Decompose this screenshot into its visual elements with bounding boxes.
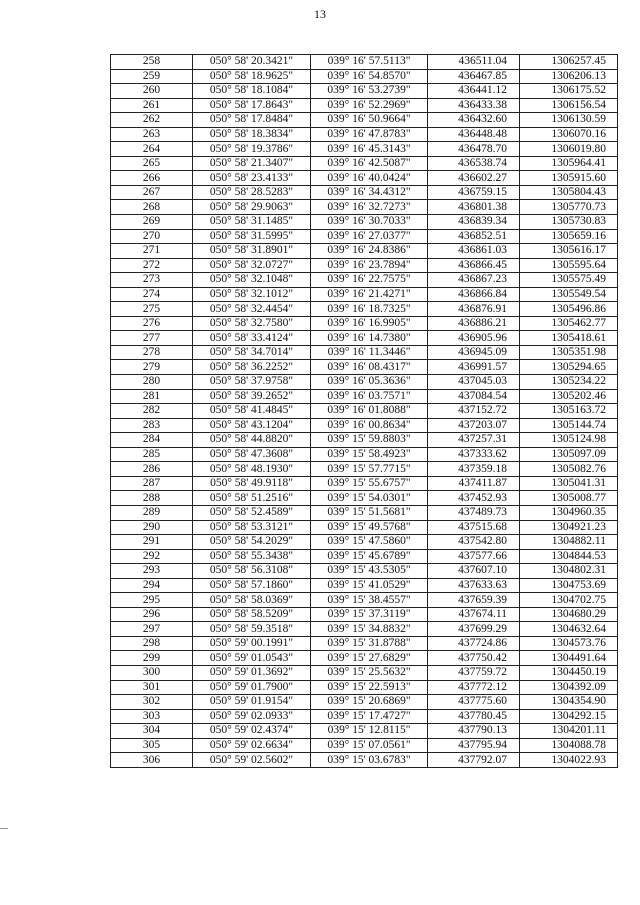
x-coordinate-cell: 436866.84 <box>428 287 520 302</box>
y-coordinate-cell: 1304882.11 <box>520 535 618 550</box>
y-coordinate-cell: 1304844.53 <box>520 549 618 564</box>
point-number-cell: 305 <box>111 738 193 753</box>
latitude-cell: 039° 16' 30.7033" <box>311 215 428 230</box>
latitude-cell: 039° 15' 49.5768" <box>311 520 428 535</box>
latitude-cell: 039° 16' 40.0424" <box>311 171 428 186</box>
table-row <box>111 564 618 579</box>
point-number-cell: 259 <box>111 69 193 84</box>
longitude-cell: 050° 58' 31.8901" <box>193 244 311 259</box>
y-coordinate-cell: 1304292.15 <box>520 709 618 724</box>
longitude-cell: 050° 58' 37.9758" <box>193 375 311 390</box>
table-row <box>111 69 618 84</box>
longitude-cell: 050° 58' 18.1084" <box>193 84 311 99</box>
longitude-cell: 050° 58' 33.4124" <box>193 331 311 346</box>
latitude-cell: 039° 15' 17.4727" <box>311 709 428 724</box>
point-number-cell: 292 <box>111 549 193 564</box>
latitude-cell: 039° 16' 52.2969" <box>311 98 428 113</box>
table-row <box>111 287 618 302</box>
x-coordinate-cell: 437333.62 <box>428 447 520 462</box>
point-number-cell: 288 <box>111 491 193 506</box>
point-number-cell: 271 <box>111 244 193 259</box>
longitude-cell: 050° 58' 31.1485" <box>193 215 311 230</box>
x-coordinate-cell: 436945.09 <box>428 345 520 360</box>
latitude-cell: 039° 16' 16.9905" <box>311 316 428 331</box>
latitude-cell: 039° 15' 54.0301" <box>311 491 428 506</box>
point-number-cell: 283 <box>111 418 193 433</box>
x-coordinate-cell: 436478.70 <box>428 142 520 157</box>
point-number-cell: 282 <box>111 404 193 419</box>
latitude-cell: 039° 15' 43.5305" <box>311 564 428 579</box>
latitude-cell: 039° 16' 45.3143" <box>311 142 428 157</box>
longitude-cell: 050° 58' 28.5283" <box>193 185 311 200</box>
latitude-cell: 039° 16' 57.5113" <box>311 55 428 70</box>
latitude-cell: 039° 16' 22.7575" <box>311 273 428 288</box>
table-row <box>111 171 618 186</box>
y-coordinate-cell: 1305730.83 <box>520 215 618 230</box>
latitude-cell: 039° 16' 24.8386" <box>311 244 428 259</box>
y-coordinate-cell: 1304022.93 <box>520 753 618 768</box>
y-coordinate-cell: 1306130.59 <box>520 113 618 128</box>
longitude-cell: 050° 58' 19.3786" <box>193 142 311 157</box>
latitude-cell: 039° 16' 00.8634" <box>311 418 428 433</box>
longitude-cell: 050° 58' 31.5995" <box>193 229 311 244</box>
longitude-cell: 050° 59' 02.5602" <box>193 753 311 768</box>
y-coordinate-cell: 1305915.60 <box>520 171 618 186</box>
point-number-cell: 294 <box>111 578 193 593</box>
x-coordinate-cell: 437772.12 <box>428 680 520 695</box>
latitude-cell: 039° 16' 03.7571" <box>311 389 428 404</box>
longitude-cell: 050° 58' 52.4589" <box>193 505 311 520</box>
latitude-cell: 039° 15' 22.5913" <box>311 680 428 695</box>
x-coordinate-cell: 436801.38 <box>428 200 520 215</box>
y-coordinate-cell: 1304632.64 <box>520 622 618 637</box>
y-coordinate-cell: 1305124.98 <box>520 433 618 448</box>
y-coordinate-cell: 1305163.72 <box>520 404 618 419</box>
latitude-cell: 039° 15' 03.6783" <box>311 753 428 768</box>
point-number-cell: 300 <box>111 665 193 680</box>
latitude-cell: 039° 16' 47.8783" <box>311 127 428 142</box>
x-coordinate-cell: 437515.68 <box>428 520 520 535</box>
y-coordinate-cell: 1306070.16 <box>520 127 618 142</box>
x-coordinate-cell: 436511.04 <box>428 55 520 70</box>
x-coordinate-cell: 436441.12 <box>428 84 520 99</box>
table-row <box>111 476 618 491</box>
y-coordinate-cell: 1306156.54 <box>520 98 618 113</box>
point-number-cell: 297 <box>111 622 193 637</box>
x-coordinate-cell: 437750.42 <box>428 651 520 666</box>
x-coordinate-cell: 437257.31 <box>428 433 520 448</box>
y-coordinate-cell: 1304450.19 <box>520 665 618 680</box>
table-row <box>111 302 618 317</box>
longitude-cell: 050° 58' 32.1012" <box>193 287 311 302</box>
point-number-cell: 302 <box>111 695 193 710</box>
longitude-cell: 050° 58' 58.0369" <box>193 593 311 608</box>
table-row <box>111 549 618 564</box>
table-row <box>111 622 618 637</box>
latitude-cell: 039° 15' 55.6757" <box>311 476 428 491</box>
latitude-cell: 039° 16' 05.3636" <box>311 375 428 390</box>
latitude-cell: 039° 15' 25.5632" <box>311 665 428 680</box>
table-row <box>111 505 618 520</box>
table-row <box>111 593 618 608</box>
x-coordinate-cell: 437724.86 <box>428 636 520 651</box>
x-coordinate-cell: 437759.72 <box>428 665 520 680</box>
y-coordinate-cell: 1306206.13 <box>520 69 618 84</box>
latitude-cell: 039° 16' 27.0377" <box>311 229 428 244</box>
longitude-cell: 050° 58' 43.1204" <box>193 418 311 433</box>
x-coordinate-cell: 437674.11 <box>428 607 520 622</box>
y-coordinate-cell: 1304702.75 <box>520 593 618 608</box>
longitude-cell: 050° 58' 23.4133" <box>193 171 311 186</box>
longitude-cell: 050° 58' 55.3438" <box>193 549 311 564</box>
table-row <box>111 404 618 419</box>
y-coordinate-cell: 1305097.09 <box>520 447 618 462</box>
x-coordinate-cell: 437542.80 <box>428 535 520 550</box>
x-coordinate-cell: 437780.45 <box>428 709 520 724</box>
y-coordinate-cell: 1304491.64 <box>520 651 618 666</box>
latitude-cell: 039° 15' 38.4557" <box>311 593 428 608</box>
table-row <box>111 607 618 622</box>
table-row <box>111 229 618 244</box>
table-row <box>111 142 618 157</box>
longitude-cell: 050° 58' 41.4845" <box>193 404 311 419</box>
y-coordinate-cell: 1304201.11 <box>520 724 618 739</box>
x-coordinate-cell: 436866.45 <box>428 258 520 273</box>
longitude-cell: 050° 58' 20.3421" <box>193 55 311 70</box>
y-coordinate-cell: 1305770.73 <box>520 200 618 215</box>
table-row <box>111 636 618 651</box>
latitude-cell: 039° 16' 18.7325" <box>311 302 428 317</box>
y-coordinate-cell: 1305964.41 <box>520 156 618 171</box>
x-coordinate-cell: 437045.03 <box>428 375 520 390</box>
point-number-cell: 273 <box>111 273 193 288</box>
page-number: 13 <box>314 7 326 21</box>
point-number-cell: 298 <box>111 636 193 651</box>
longitude-cell: 050° 58' 34.7014" <box>193 345 311 360</box>
point-number-cell: 270 <box>111 229 193 244</box>
table-row <box>111 185 618 200</box>
point-number-cell: 293 <box>111 564 193 579</box>
margin-mark <box>0 828 8 829</box>
point-number-cell: 277 <box>111 331 193 346</box>
table-row <box>111 695 618 710</box>
x-coordinate-cell: 436991.57 <box>428 360 520 375</box>
table-row <box>111 709 618 724</box>
longitude-cell: 050° 58' 49.9118" <box>193 476 311 491</box>
x-coordinate-cell: 437699.29 <box>428 622 520 637</box>
x-coordinate-cell: 437659.39 <box>428 593 520 608</box>
table-row <box>111 84 618 99</box>
x-coordinate-cell: 436886.21 <box>428 316 520 331</box>
table-row <box>111 215 618 230</box>
point-number-cell: 304 <box>111 724 193 739</box>
point-number-cell: 296 <box>111 607 193 622</box>
y-coordinate-cell: 1304921.23 <box>520 520 618 535</box>
table-row <box>111 389 618 404</box>
table-row <box>111 316 618 331</box>
table-row <box>111 578 618 593</box>
latitude-cell: 039° 15' 57.7715" <box>311 462 428 477</box>
latitude-cell: 039° 15' 12.8115" <box>311 724 428 739</box>
y-coordinate-cell: 1304960.35 <box>520 505 618 520</box>
latitude-cell: 039° 15' 51.5681" <box>311 505 428 520</box>
y-coordinate-cell: 1304680.29 <box>520 607 618 622</box>
longitude-cell: 050° 58' 32.4454" <box>193 302 311 317</box>
x-coordinate-cell: 436905.96 <box>428 331 520 346</box>
latitude-cell: 039° 15' 45.6789" <box>311 549 428 564</box>
point-number-cell: 291 <box>111 535 193 550</box>
x-coordinate-cell: 437775.60 <box>428 695 520 710</box>
y-coordinate-cell: 1305082.76 <box>520 462 618 477</box>
table-row <box>111 447 618 462</box>
point-number-cell: 284 <box>111 433 193 448</box>
longitude-cell: 050° 59' 02.4374" <box>193 724 311 739</box>
y-coordinate-cell: 1305575.49 <box>520 273 618 288</box>
y-coordinate-cell: 1306175.52 <box>520 84 618 99</box>
latitude-cell: 039° 16' 14.7380" <box>311 331 428 346</box>
latitude-cell: 039° 16' 11.3446" <box>311 345 428 360</box>
table-row <box>111 665 618 680</box>
y-coordinate-cell: 1305351.98 <box>520 345 618 360</box>
latitude-cell: 039° 15' 59.8803" <box>311 433 428 448</box>
longitude-cell: 050° 58' 56.3108" <box>193 564 311 579</box>
x-coordinate-cell: 437411.87 <box>428 476 520 491</box>
y-coordinate-cell: 1304392.09 <box>520 680 618 695</box>
x-coordinate-cell: 437452.93 <box>428 491 520 506</box>
y-coordinate-cell: 1304354.90 <box>520 695 618 710</box>
x-coordinate-cell: 436433.38 <box>428 98 520 113</box>
latitude-cell: 039° 15' 20.6869" <box>311 695 428 710</box>
point-number-cell: 306 <box>111 753 193 768</box>
y-coordinate-cell: 1305008.77 <box>520 491 618 506</box>
y-coordinate-cell: 1306257.45 <box>520 55 618 70</box>
table-row <box>111 753 618 768</box>
point-number-cell: 278 <box>111 345 193 360</box>
longitude-cell: 050° 58' 21.3407" <box>193 156 311 171</box>
latitude-cell: 039° 15' 34.8832" <box>311 622 428 637</box>
point-number-cell: 268 <box>111 200 193 215</box>
y-coordinate-cell: 1306019.80 <box>520 142 618 157</box>
longitude-cell: 050° 58' 29.9063" <box>193 200 311 215</box>
point-number-cell: 303 <box>111 709 193 724</box>
x-coordinate-cell: 436759.15 <box>428 185 520 200</box>
x-coordinate-cell: 436839.34 <box>428 215 520 230</box>
longitude-cell: 050° 59' 01.3692" <box>193 665 311 680</box>
point-number-cell: 263 <box>111 127 193 142</box>
table-row <box>111 55 618 70</box>
latitude-cell: 039° 16' 42.5087" <box>311 156 428 171</box>
x-coordinate-cell: 437203.07 <box>428 418 520 433</box>
point-number-cell: 260 <box>111 84 193 99</box>
longitude-cell: 050° 58' 58.5209" <box>193 607 311 622</box>
latitude-cell: 039° 16' 50.9664" <box>311 113 428 128</box>
latitude-cell: 039° 15' 07.0561" <box>311 738 428 753</box>
table-row <box>111 345 618 360</box>
longitude-cell: 050° 58' 44.8820" <box>193 433 311 448</box>
table-row <box>111 724 618 739</box>
x-coordinate-cell: 437790.13 <box>428 724 520 739</box>
y-coordinate-cell: 1305804.43 <box>520 185 618 200</box>
point-number-cell: 290 <box>111 520 193 535</box>
longitude-cell: 050° 58' 18.9625" <box>193 69 311 84</box>
x-coordinate-cell: 437633.63 <box>428 578 520 593</box>
x-coordinate-cell: 436467.85 <box>428 69 520 84</box>
y-coordinate-cell: 1304753.69 <box>520 578 618 593</box>
y-coordinate-cell: 1305202.46 <box>520 389 618 404</box>
point-number-cell: 281 <box>111 389 193 404</box>
latitude-cell: 039° 15' 37.3119" <box>311 607 428 622</box>
point-number-cell: 286 <box>111 462 193 477</box>
point-number-cell: 269 <box>111 215 193 230</box>
point-number-cell: 275 <box>111 302 193 317</box>
longitude-cell: 050° 58' 18.3834" <box>193 127 311 142</box>
point-number-cell: 289 <box>111 505 193 520</box>
x-coordinate-cell: 436867.23 <box>428 273 520 288</box>
point-number-cell: 272 <box>111 258 193 273</box>
x-coordinate-cell: 436432.60 <box>428 113 520 128</box>
latitude-cell: 039° 15' 47.5860" <box>311 535 428 550</box>
longitude-cell: 050° 58' 32.7580" <box>193 316 311 331</box>
longitude-cell: 050° 58' 17.8484" <box>193 113 311 128</box>
latitude-cell: 039° 15' 31.8788" <box>311 636 428 651</box>
latitude-cell: 039° 15' 41.0529" <box>311 578 428 593</box>
latitude-cell: 039° 15' 27.6829" <box>311 651 428 666</box>
table-row <box>111 535 618 550</box>
table-row <box>111 331 618 346</box>
table-row <box>111 491 618 506</box>
y-coordinate-cell: 1304802.31 <box>520 564 618 579</box>
longitude-cell: 050° 58' 59.3518" <box>193 622 311 637</box>
y-coordinate-cell: 1305462.77 <box>520 316 618 331</box>
table-row <box>111 462 618 477</box>
y-coordinate-cell: 1305549.54 <box>520 287 618 302</box>
y-coordinate-cell: 1305041.31 <box>520 476 618 491</box>
table-row <box>111 433 618 448</box>
latitude-cell: 039° 16' 34.4312" <box>311 185 428 200</box>
point-number-cell: 287 <box>111 476 193 491</box>
point-number-cell: 280 <box>111 375 193 390</box>
table-row <box>111 200 618 215</box>
point-number-cell: 295 <box>111 593 193 608</box>
point-number-cell: 274 <box>111 287 193 302</box>
latitude-cell: 039° 16' 08.4317" <box>311 360 428 375</box>
point-number-cell: 262 <box>111 113 193 128</box>
x-coordinate-cell: 437795.94 <box>428 738 520 753</box>
longitude-cell: 050° 58' 47.3608" <box>193 447 311 462</box>
longitude-cell: 050° 58' 57.1860" <box>193 578 311 593</box>
point-number-cell: 301 <box>111 680 193 695</box>
point-number-cell: 265 <box>111 156 193 171</box>
latitude-cell: 039° 16' 54.8570" <box>311 69 428 84</box>
table-row <box>111 738 618 753</box>
point-number-cell: 264 <box>111 142 193 157</box>
table-row <box>111 360 618 375</box>
y-coordinate-cell: 1305595.64 <box>520 258 618 273</box>
longitude-cell: 050° 58' 17.8643" <box>193 98 311 113</box>
x-coordinate-cell: 436538.74 <box>428 156 520 171</box>
x-coordinate-cell: 437489.73 <box>428 505 520 520</box>
table-row <box>111 156 618 171</box>
longitude-cell: 050° 58' 36.2252" <box>193 360 311 375</box>
x-coordinate-cell: 437792.07 <box>428 753 520 768</box>
y-coordinate-cell: 1305616.17 <box>520 244 618 259</box>
point-number-cell: 258 <box>111 55 193 70</box>
x-coordinate-cell: 436852.51 <box>428 229 520 244</box>
point-number-cell: 261 <box>111 98 193 113</box>
latitude-cell: 039° 16' 53.2739" <box>311 84 428 99</box>
table-row <box>111 273 618 288</box>
coordinates-table-body <box>111 55 618 768</box>
table-row <box>111 98 618 113</box>
x-coordinate-cell: 437359.18 <box>428 462 520 477</box>
y-coordinate-cell: 1305659.16 <box>520 229 618 244</box>
table-row <box>111 418 618 433</box>
y-coordinate-cell: 1305496.86 <box>520 302 618 317</box>
x-coordinate-cell: 437152.72 <box>428 404 520 419</box>
latitude-cell: 039° 16' 23.7894" <box>311 258 428 273</box>
table-row <box>111 127 618 142</box>
longitude-cell: 050° 59' 02.0933" <box>193 709 311 724</box>
longitude-cell: 050° 59' 01.9154" <box>193 695 311 710</box>
longitude-cell: 050° 59' 02.6634" <box>193 738 311 753</box>
longitude-cell: 050° 58' 48.1930" <box>193 462 311 477</box>
longitude-cell: 050° 59' 00.1991" <box>193 636 311 651</box>
table-row <box>111 113 618 128</box>
longitude-cell: 050° 58' 32.1048" <box>193 273 311 288</box>
table-row <box>111 244 618 259</box>
latitude-cell: 039° 16' 32.7273" <box>311 200 428 215</box>
longitude-cell: 050° 58' 39.2652" <box>193 389 311 404</box>
y-coordinate-cell: 1305418.61 <box>520 331 618 346</box>
x-coordinate-cell: 436861.03 <box>428 244 520 259</box>
x-coordinate-cell: 436448.48 <box>428 127 520 142</box>
table-row <box>111 520 618 535</box>
x-coordinate-cell: 437084.54 <box>428 389 520 404</box>
table-row <box>111 651 618 666</box>
table-row <box>111 680 618 695</box>
point-number-cell: 276 <box>111 316 193 331</box>
longitude-cell: 050° 58' 51.2516" <box>193 491 311 506</box>
longitude-cell: 050° 59' 01.7900" <box>193 680 311 695</box>
longitude-cell: 050° 58' 53.3121" <box>193 520 311 535</box>
coordinates-table <box>110 54 618 768</box>
point-number-cell: 279 <box>111 360 193 375</box>
y-coordinate-cell: 1305144.74 <box>520 418 618 433</box>
x-coordinate-cell: 437607.10 <box>428 564 520 579</box>
table-row <box>111 375 618 390</box>
point-number-cell: 266 <box>111 171 193 186</box>
longitude-cell: 050° 59' 01.0543" <box>193 651 311 666</box>
latitude-cell: 039° 16' 01.8088" <box>311 404 428 419</box>
table-row <box>111 258 618 273</box>
x-coordinate-cell: 437577.66 <box>428 549 520 564</box>
y-coordinate-cell: 1304573.76 <box>520 636 618 651</box>
x-coordinate-cell: 436602.27 <box>428 171 520 186</box>
point-number-cell: 267 <box>111 185 193 200</box>
longitude-cell: 050° 58' 32.0727" <box>193 258 311 273</box>
longitude-cell: 050° 58' 54.2029" <box>193 535 311 550</box>
y-coordinate-cell: 1305294.65 <box>520 360 618 375</box>
point-number-cell: 285 <box>111 447 193 462</box>
y-coordinate-cell: 1305234.22 <box>520 375 618 390</box>
point-number-cell: 299 <box>111 651 193 666</box>
x-coordinate-cell: 436876.91 <box>428 302 520 317</box>
latitude-cell: 039° 15' 58.4923" <box>311 447 428 462</box>
latitude-cell: 039° 16' 21.4271" <box>311 287 428 302</box>
y-coordinate-cell: 1304088.78 <box>520 738 618 753</box>
